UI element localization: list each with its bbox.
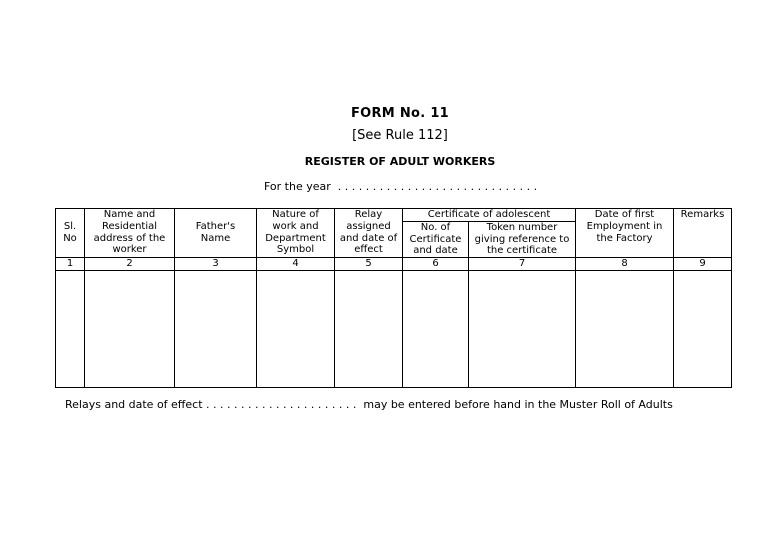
column-number: 1 xyxy=(56,258,85,271)
form-number-title: FORM No. 11 xyxy=(350,106,450,121)
adult-workers-register-table xyxy=(55,208,732,388)
entry-row xyxy=(56,270,732,387)
year-line: For the year . . . . . . . . . . . . . . . . . . . . . . . . . . . . . xyxy=(264,180,538,193)
column-number: 6 xyxy=(403,258,469,271)
header-father-name: Father's Name xyxy=(175,209,257,258)
header-name-address: Name and Residential address of the worker xyxy=(85,209,175,258)
entry-cell xyxy=(85,270,175,387)
column-number: 7 xyxy=(469,258,576,271)
column-number: 9 xyxy=(674,258,732,271)
header-token-number: Token number giving reference to the certificate xyxy=(469,221,576,257)
header-relay: Relay assigned and date of effect xyxy=(335,209,403,258)
header-certificate-group: Certificate of adolescent xyxy=(403,209,576,222)
entry-cell xyxy=(56,270,85,387)
column-number: 5 xyxy=(335,258,403,271)
entry-cell xyxy=(335,270,403,387)
column-number-row xyxy=(56,258,732,271)
entry-cell xyxy=(469,270,576,387)
register-title: REGISTER OF ADULT WORKERS xyxy=(304,155,496,168)
entry-cell xyxy=(674,270,732,387)
column-number: 2 xyxy=(85,258,175,271)
entry-cell xyxy=(576,270,674,387)
footer-note: Relays and date of effect . . . . . . . . . . . . . . . . . . . . . . may be entered before hand in the Muster Roll of Adults xyxy=(65,398,673,411)
header-date-first-employment: Date of first Employment in the Factory xyxy=(576,209,674,258)
entry-cell xyxy=(403,270,469,387)
rule-reference: [See Rule 112] xyxy=(352,128,448,143)
column-number: 8 xyxy=(576,258,674,271)
header-sl-no: Sl. No xyxy=(56,209,85,258)
column-number: 3 xyxy=(175,258,257,271)
header-nature-of-work: Nature of work and Department Symbol xyxy=(257,209,335,258)
header-cert-no: No. of Certificate and date xyxy=(403,221,469,257)
column-number: 4 xyxy=(257,258,335,271)
entry-cell xyxy=(175,270,257,387)
entry-cell xyxy=(257,270,335,387)
header-remarks: Remarks xyxy=(674,209,732,258)
